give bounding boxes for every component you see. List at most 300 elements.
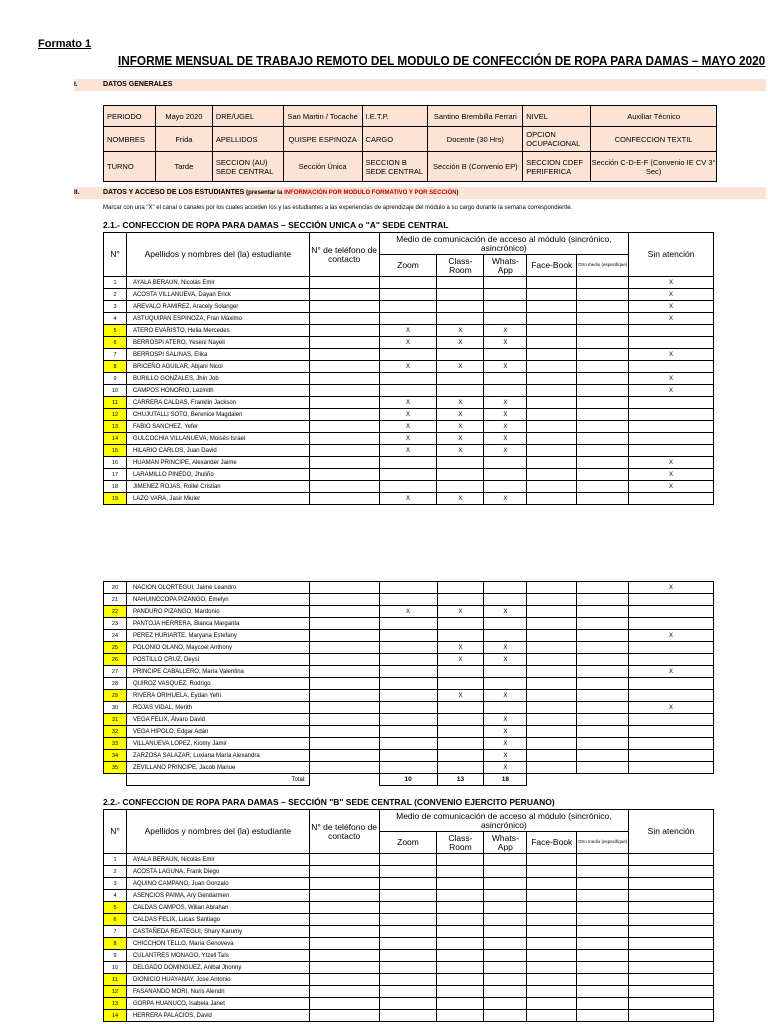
table-row	[104, 690, 714, 702]
facebook-mark	[527, 277, 577, 289]
classroom-mark	[437, 630, 484, 642]
sin-atencion-mark	[629, 926, 714, 938]
classroom-mark	[437, 582, 484, 594]
sin-atencion-mark	[629, 361, 714, 373]
student-name: BRICEÑO AGUILAR, Abjani Nicol	[126, 361, 309, 373]
classroom-mark: X	[437, 445, 484, 457]
sin-atencion-mark	[629, 325, 714, 337]
classroom-mark	[437, 289, 484, 301]
sin-atencion-mark	[629, 738, 714, 750]
table-row	[104, 457, 714, 469]
row-number: 9	[104, 373, 127, 385]
classroom-mark	[437, 313, 484, 325]
row-number: 3	[104, 878, 127, 890]
student-name: HILARIO CARLOS, Juan David	[126, 445, 309, 457]
whatsapp-mark: X	[484, 409, 527, 421]
sin-atencion-mark: X	[629, 349, 714, 361]
otro-mark	[577, 938, 629, 950]
table-row	[104, 582, 714, 594]
table-row	[104, 714, 714, 726]
classroom-mark: X	[437, 397, 484, 409]
row-number: 29	[104, 690, 127, 702]
student-name: VEGA FELIX, Álvaro David	[126, 714, 309, 726]
whatsapp-mark	[484, 630, 527, 642]
otro-mark	[577, 878, 629, 890]
whatsapp-mark: X	[484, 654, 527, 666]
student-name: CARRERA CALDAS, Franklin Jackson	[126, 397, 309, 409]
sin-atencion-mark	[629, 878, 714, 890]
otro-mark	[577, 678, 629, 690]
classroom-mark	[437, 618, 484, 630]
whatsapp-mark	[484, 594, 527, 606]
whatsapp-mark: X	[484, 762, 527, 774]
sin-atencion-mark	[629, 750, 714, 762]
classroom-mark	[437, 457, 484, 469]
whatsapp-mark	[484, 277, 527, 289]
table-row	[104, 421, 714, 433]
sin-atencion-mark: X	[629, 666, 714, 678]
facebook-mark	[527, 690, 577, 702]
phone-cell	[309, 738, 379, 750]
classroom-mark	[437, 373, 484, 385]
table-row	[104, 277, 714, 289]
nombres-value: Frida	[155, 127, 212, 152]
otro-mark	[577, 690, 629, 702]
whatsapp-mark: X	[484, 397, 527, 409]
phone-cell	[309, 469, 379, 481]
sin-atencion-mark: X	[629, 702, 714, 714]
student-name: NACION OLORTEGUI, Jaime Leandro	[126, 582, 309, 594]
sin-atencion-mark	[629, 902, 714, 914]
student-name: ASENCIOS PAIMA, Ary Gendarmen	[126, 890, 309, 902]
table-row	[104, 962, 714, 974]
facebook-mark	[527, 397, 577, 409]
whatsapp-mark: X	[484, 337, 527, 349]
otro-mark	[577, 594, 629, 606]
facebook-mark	[527, 678, 577, 690]
otro-mark	[577, 962, 629, 974]
phone-cell	[309, 481, 379, 493]
zoom-mark: X	[379, 397, 437, 409]
zoom-mark: X	[379, 433, 437, 445]
phone-cell	[309, 433, 379, 445]
phone-cell	[309, 606, 379, 618]
ietp-label: I.E.T.P.	[362, 106, 428, 127]
row-number: 32	[104, 726, 127, 738]
otro-mark	[577, 385, 629, 397]
otro-mark	[577, 337, 629, 349]
sin-atencion-mark	[629, 433, 714, 445]
table-row	[104, 938, 714, 950]
classroom-mark	[437, 854, 484, 866]
zoom-mark	[379, 349, 437, 361]
whatsapp-mark	[484, 313, 527, 325]
whatsapp-mark	[484, 998, 527, 1010]
zoom-mark	[379, 762, 437, 774]
table-row	[104, 914, 714, 926]
student-name: PEREZ HURIARTE, Maryana Estefany	[126, 630, 309, 642]
otro-mark	[577, 986, 629, 998]
student-name: ASTUQUIPAN ESPINOZA, Fran Máximo	[126, 313, 309, 325]
row-number: 9	[104, 950, 127, 962]
student-name: DIONICIO HUAYANAY, Jose Antonio	[126, 974, 309, 986]
whatsapp-mark	[484, 582, 527, 594]
classroom-mark: X	[437, 433, 484, 445]
student-name: GORPA HUANUCO, Isabela Janet	[126, 998, 309, 1010]
zoom-mark: X	[379, 421, 437, 433]
row-number: 6	[104, 337, 127, 349]
row-number: 14	[104, 1010, 127, 1022]
whatsapp-mark	[484, 986, 527, 998]
zoom-mark	[379, 457, 437, 469]
header-name: Apellidos y nombres del (la) estudiante	[126, 233, 309, 277]
phone-cell	[309, 878, 379, 890]
apellidos-value: QUISPE ESPINOZA	[283, 127, 362, 152]
otro-mark	[577, 397, 629, 409]
section-1-bar	[74, 79, 766, 91]
facebook-mark	[527, 361, 577, 373]
table-row	[104, 926, 714, 938]
otro-mark	[577, 738, 629, 750]
facebook-mark	[527, 618, 577, 630]
whatsapp-mark: X	[484, 642, 527, 654]
row-number: 6	[104, 914, 127, 926]
seccion-b-label: SECCION B SEDE CENTRAL	[362, 152, 428, 182]
seccion-cdef-label: SECCION CDEF PERIFERICA	[523, 152, 591, 182]
otro-mark	[577, 950, 629, 962]
seccion-au-value: Sección Única	[283, 152, 362, 182]
otro-mark	[577, 642, 629, 654]
row-number: 7	[104, 926, 127, 938]
zoom-mark	[379, 618, 437, 630]
apellidos-label: APELLIDOS	[212, 127, 283, 152]
otro-mark	[577, 866, 629, 878]
zoom-mark	[379, 890, 437, 902]
opcion-value: CONFECCION TEXTIL	[591, 127, 717, 152]
row-number: 25	[104, 642, 127, 654]
row-number: 12	[104, 409, 127, 421]
sin-atencion-mark	[629, 1010, 714, 1022]
student-name: ZARZOSA SALAZAR, Luxiana María Alexandra	[126, 750, 309, 762]
phone-cell	[309, 726, 379, 738]
otro-mark	[577, 854, 629, 866]
facebook-mark	[527, 349, 577, 361]
table-row	[104, 445, 714, 457]
classroom-mark	[437, 998, 484, 1010]
whatsapp-mark	[484, 974, 527, 986]
sin-atencion-mark: X	[629, 457, 714, 469]
whatsapp-mark: X	[484, 433, 527, 445]
section-2-title-note: (presentar la	[246, 190, 283, 196]
turno-label: TURNO	[104, 152, 156, 182]
phone-cell	[309, 914, 379, 926]
table-row	[104, 630, 714, 642]
table-row	[104, 337, 714, 349]
classroom-mark: X	[437, 325, 484, 337]
whatsapp-mark: X	[484, 690, 527, 702]
zoom-mark	[379, 750, 437, 762]
zoom-mark	[379, 738, 437, 750]
table-row	[104, 325, 714, 337]
otro-mark	[577, 1010, 629, 1022]
whatsapp-mark	[484, 854, 527, 866]
facebook-mark	[527, 337, 577, 349]
phone-cell	[309, 974, 379, 986]
phone-cell	[309, 690, 379, 702]
whatsapp-mark	[484, 866, 527, 878]
student-name: PRINCIPE CABALLERO, María Valentina	[126, 666, 309, 678]
sin-atencion-mark	[629, 397, 714, 409]
classroom-mark: X	[437, 642, 484, 654]
phone-cell	[309, 313, 379, 325]
phone-cell	[309, 854, 379, 866]
zoom-mark	[379, 654, 437, 666]
periodo-value: Mayo 2020	[155, 106, 212, 127]
whatsapp-mark: X	[484, 750, 527, 762]
facebook-mark	[527, 974, 577, 986]
row-number: 14	[104, 433, 127, 445]
nivel-label: NIVEL	[523, 106, 591, 127]
student-name: POLONIO OLANO, Maycoel Anthony	[126, 642, 309, 654]
zoom-mark	[379, 385, 437, 397]
student-name: AQUINO CAMPANO, Juan Gonzalo	[126, 878, 309, 890]
header-phone: N° de teléfono de contacto	[309, 810, 379, 854]
section-2-title-red: INFORMACIÓN POR MODULO FORMATIVO Y POR SECCIÓN	[284, 190, 457, 196]
phone-cell	[309, 678, 379, 690]
phone-cell	[309, 493, 379, 505]
phone-cell	[309, 277, 379, 289]
whatsapp-mark	[484, 1010, 527, 1022]
otro-mark	[577, 349, 629, 361]
sin-atencion-mark: X	[629, 373, 714, 385]
otro-mark	[577, 457, 629, 469]
row-number: 8	[104, 361, 127, 373]
otro-mark	[577, 630, 629, 642]
table-row	[104, 361, 714, 373]
facebook-mark	[527, 325, 577, 337]
sin-atencion-mark: X	[629, 582, 714, 594]
phone-cell	[309, 962, 379, 974]
facebook-mark	[527, 654, 577, 666]
whatsapp-mark	[484, 938, 527, 950]
row-number: 1	[104, 854, 127, 866]
table-row	[104, 998, 714, 1010]
classroom-mark	[437, 890, 484, 902]
section-2-title-close: )	[456, 190, 459, 196]
table-row	[104, 902, 714, 914]
row-number: 8	[104, 938, 127, 950]
facebook-mark	[527, 409, 577, 421]
facebook-mark	[527, 606, 577, 618]
table-row	[104, 854, 714, 866]
student-name: ROJAS VIDAL, Merith	[126, 702, 309, 714]
sin-atencion-mark	[629, 678, 714, 690]
classroom-mark: X	[437, 421, 484, 433]
otro-mark	[577, 606, 629, 618]
whatsapp-mark	[484, 890, 527, 902]
zoom-mark: X	[379, 493, 437, 505]
whatsapp-mark	[484, 349, 527, 361]
otro-mark	[577, 301, 629, 313]
sin-atencion-mark	[629, 950, 714, 962]
row-number: 31	[104, 714, 127, 726]
student-name: HERRERA PALACIOS, David	[126, 1010, 309, 1022]
student-name: GULCOCHIA VILLANUEVA, Moisés Israel	[126, 433, 309, 445]
facebook-mark	[527, 854, 577, 866]
zoom-mark	[379, 878, 437, 890]
row-number: 11	[104, 397, 127, 409]
cargo-value: Docente (30 Hrs)	[428, 127, 523, 152]
phone-cell	[309, 654, 379, 666]
classroom-mark	[437, 301, 484, 313]
facebook-mark	[527, 1010, 577, 1022]
dre-value: San Martin / Tocache	[283, 106, 362, 127]
facebook-mark	[527, 726, 577, 738]
phone-cell	[309, 986, 379, 998]
table-row	[104, 469, 714, 481]
table-row	[104, 642, 714, 654]
sin-atencion-mark	[629, 714, 714, 726]
zoom-mark	[379, 594, 437, 606]
student-name: CHICCHON TELLO, María Genoveva	[126, 938, 309, 950]
whatsapp-mark	[484, 481, 527, 493]
sin-atencion-mark: X	[629, 277, 714, 289]
sin-atencion-mark	[629, 642, 714, 654]
whatsapp-mark: X	[484, 493, 527, 505]
classroom-mark: X	[437, 690, 484, 702]
phone-cell	[309, 938, 379, 950]
facebook-mark	[527, 373, 577, 385]
row-number: 33	[104, 738, 127, 750]
otro-mark	[577, 702, 629, 714]
otro-mark	[577, 654, 629, 666]
otro-mark	[577, 582, 629, 594]
phone-cell	[309, 902, 379, 914]
zoom-mark	[379, 289, 437, 301]
phone-cell	[309, 950, 379, 962]
header-phone: N° de teléfono de contacto	[309, 233, 379, 277]
seccion-b-value: Sección B (Convenio EP)	[428, 152, 523, 182]
students-table-b	[103, 809, 714, 1022]
facebook-mark	[527, 481, 577, 493]
otro-mark	[577, 469, 629, 481]
phone-cell	[309, 866, 379, 878]
zoom-mark	[379, 962, 437, 974]
classroom-mark: X	[437, 654, 484, 666]
facebook-mark	[527, 301, 577, 313]
zoom-mark	[379, 469, 437, 481]
student-name: LAZO VARA, Jasir Miuler	[126, 493, 309, 505]
student-name: VILLANUEVA LOPEZ, Kiomy Jamir	[126, 738, 309, 750]
sin-atencion-mark: X	[629, 481, 714, 493]
zoom-mark	[379, 642, 437, 654]
classroom-mark	[437, 962, 484, 974]
otro-mark	[577, 289, 629, 301]
general-data-table	[103, 105, 717, 182]
row-number: 21	[104, 594, 127, 606]
whatsapp-mark	[484, 878, 527, 890]
section-2-title-main: DATOS Y ACCESO DE LOS ESTUDIANTES	[103, 189, 245, 196]
sin-atencion-mark	[629, 962, 714, 974]
whatsapp-mark: X	[484, 714, 527, 726]
whatsapp-mark: X	[484, 445, 527, 457]
student-name: JIMENEZ ROJAS, Rollel Cristian	[126, 481, 309, 493]
facebook-mark	[527, 914, 577, 926]
otro-mark	[577, 914, 629, 926]
phone-cell	[309, 714, 379, 726]
student-name: BERROSPI SALINAS, Elika	[126, 349, 309, 361]
facebook-mark	[527, 642, 577, 654]
facebook-mark	[527, 493, 577, 505]
sin-atencion-mark	[629, 998, 714, 1010]
zoom-mark	[379, 974, 437, 986]
student-name: DELGADO DOMINGUEZ, Anibal Jhonny	[126, 962, 309, 974]
row-number: 4	[104, 313, 127, 325]
turno-value: Tarde	[155, 152, 212, 182]
section-2-number: II.	[74, 189, 80, 196]
section-1-number: I.	[74, 81, 78, 88]
zoom-mark	[379, 582, 437, 594]
student-name: AREVALO RAMIREZ, Aracely Solanger	[126, 301, 309, 313]
facebook-mark	[527, 313, 577, 325]
classroom-mark	[437, 762, 484, 774]
student-name: CALDAS CAMPOS, Wilian Abrahan	[126, 902, 309, 914]
whatsapp-mark: X	[484, 421, 527, 433]
classroom-mark	[437, 738, 484, 750]
student-name: AYALA BERAUN, Nicolás Emir	[126, 277, 309, 289]
table-row	[104, 666, 714, 678]
classroom-mark	[437, 726, 484, 738]
table-row	[104, 313, 714, 325]
table-row	[104, 433, 714, 445]
phone-cell	[309, 385, 379, 397]
otro-mark	[577, 902, 629, 914]
otro-mark	[577, 762, 629, 774]
classroom-mark	[437, 750, 484, 762]
sin-atencion-mark	[629, 938, 714, 950]
classroom-mark: X	[437, 337, 484, 349]
sin-atencion-mark	[629, 594, 714, 606]
row-number: 3	[104, 301, 127, 313]
classroom-mark	[437, 702, 484, 714]
zoom-mark: X	[379, 337, 437, 349]
classroom-mark	[437, 481, 484, 493]
sin-atencion-mark	[629, 914, 714, 926]
table-row	[104, 409, 714, 421]
phone-cell	[309, 762, 379, 774]
whatsapp-mark: X	[484, 325, 527, 337]
phone-cell	[309, 594, 379, 606]
zoom-mark	[379, 481, 437, 493]
header-medio: Medio de comunicación de acceso al módulo (sincrónico, asincrónico)	[379, 810, 629, 832]
otro-mark	[577, 409, 629, 421]
table-row	[104, 289, 714, 301]
row-number: 18	[104, 481, 127, 493]
student-name: PANTOJA HERRERA, Blanca Margarita	[126, 618, 309, 630]
zoom-mark: X	[379, 409, 437, 421]
otro-mark	[577, 445, 629, 457]
sin-atencion-mark	[629, 974, 714, 986]
header-otro: Otro medio (especifique)	[577, 255, 629, 277]
classroom-mark	[437, 385, 484, 397]
facebook-mark	[527, 594, 577, 606]
zoom-mark	[379, 866, 437, 878]
otro-mark	[577, 750, 629, 762]
sin-atencion-mark	[629, 493, 714, 505]
sin-atencion-mark	[629, 762, 714, 774]
student-name: ACOSTA VILLANUEVA, Dayan Erick	[126, 289, 309, 301]
student-name: ZEVILLANO PRINCIPE, Jacob Manue	[126, 762, 309, 774]
